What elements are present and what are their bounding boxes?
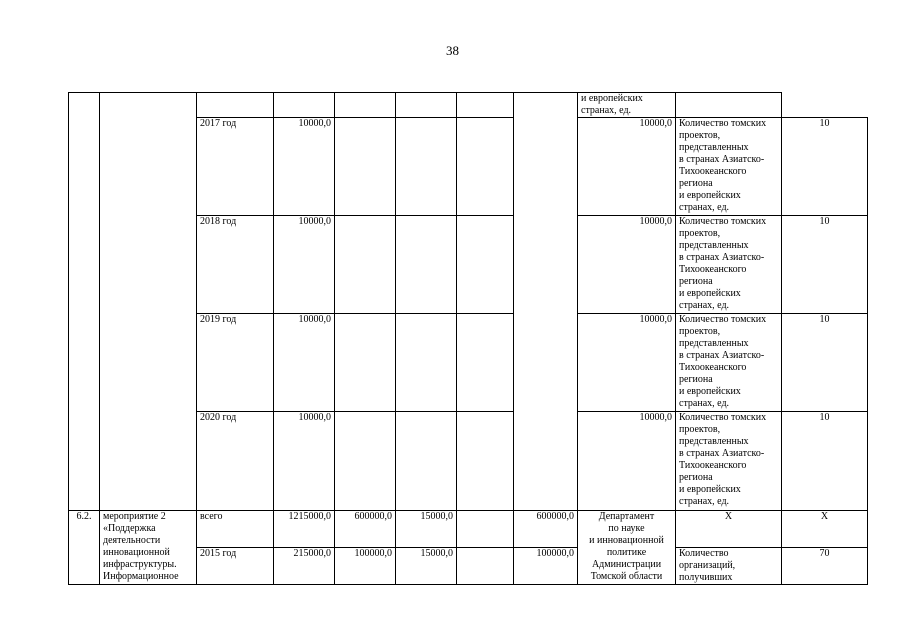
regional-cell [396, 412, 457, 511]
local-cell [457, 216, 514, 314]
text-line: представленных [679, 240, 749, 251]
amount-cell [457, 93, 514, 118]
table-row [69, 93, 868, 118]
total-cell: 1215000,0 [274, 511, 335, 548]
text-line: региона [679, 374, 713, 385]
amount-cell [396, 93, 457, 118]
text-line: проектов, [679, 326, 721, 337]
regional-cell: 15000,0 [396, 511, 457, 548]
local-cell [457, 412, 514, 511]
executor-cell [578, 511, 676, 585]
text-line: Количество [679, 548, 729, 559]
federal-cell [335, 412, 396, 511]
other-cell: 600000,0 [514, 511, 578, 548]
text-line: в странах Азиатско- [679, 252, 765, 263]
target-cell: 10 [782, 314, 868, 412]
text-line: проектов, [679, 130, 721, 141]
target-cell [676, 93, 782, 118]
amount-cell [274, 93, 335, 118]
text-line: Тихоокеанского [679, 264, 747, 275]
text-line: странах, ед. [679, 300, 730, 311]
target-cell: X [782, 511, 868, 548]
text-line: странах, ед. [679, 398, 730, 409]
period-cell: 2015 год [197, 548, 274, 585]
text-line: и европейских [679, 484, 741, 495]
text-line: странах, ед. [679, 496, 730, 507]
text-line: странах, ед. [679, 202, 730, 213]
period-cell: 2018 год [197, 216, 274, 314]
text-line: странах, ед. [581, 105, 632, 116]
target-cell: 10 [782, 412, 868, 511]
total-cell: 215000,0 [274, 548, 335, 585]
text-line: в странах Азиатско- [679, 350, 765, 361]
text-line: региона [679, 472, 713, 483]
text-line: X [724, 511, 733, 522]
text-line: проектов, [679, 424, 721, 435]
text-line: политике [606, 547, 647, 558]
total-cell: 10000,0 [274, 216, 335, 314]
local-cell [457, 511, 514, 548]
text-line: организаций, [679, 560, 736, 571]
indicator-cell [676, 412, 782, 511]
text-line: и европейских [679, 288, 741, 299]
local-cell [457, 548, 514, 585]
text-line: Количество томских [679, 118, 767, 129]
text-line: и европейских [581, 93, 643, 104]
other-cell: 10000,0 [578, 412, 676, 511]
other-cell: 10000,0 [578, 314, 676, 412]
other-cell: 10000,0 [578, 216, 676, 314]
text-line: и европейских [679, 386, 741, 397]
federal-cell: 100000,0 [335, 548, 396, 585]
other-cell: 100000,0 [514, 548, 578, 585]
indicator-cell [676, 118, 782, 216]
name-cell [100, 511, 197, 585]
amount-cell [335, 93, 396, 118]
target-cell: 10 [782, 216, 868, 314]
text-line: представленных [679, 436, 749, 447]
regional-cell: 15000,0 [396, 548, 457, 585]
total-cell: 10000,0 [274, 314, 335, 412]
text-line: по науке [608, 523, 645, 534]
text-line: «Поддержка [103, 523, 156, 534]
number-cell [69, 93, 100, 511]
indicator-cell [676, 548, 782, 585]
text-line: инфраструктуры. [103, 559, 177, 570]
text-line: Тихоокеанского [679, 362, 747, 373]
other-cell: 10000,0 [578, 118, 676, 216]
period-cell: 2019 год [197, 314, 274, 412]
page-number: 38 [446, 43, 459, 58]
target-cell: 70 [782, 548, 868, 585]
regional-cell [396, 118, 457, 216]
text-line: Информационное [103, 571, 179, 582]
period-cell: 2017 год [197, 118, 274, 216]
text-line: Количество томских [679, 412, 767, 423]
period-cell: всего [197, 511, 274, 548]
text-line: получивших [679, 572, 733, 583]
regional-cell [396, 314, 457, 412]
target-cell: 10 [782, 118, 868, 216]
text-line: представленных [679, 338, 749, 349]
period-cell: 2020 год [197, 412, 274, 511]
executor-cell [514, 93, 578, 511]
text-line: Количество томских [679, 216, 767, 227]
federal-cell [335, 314, 396, 412]
text-line: мероприятие 2 [103, 511, 166, 522]
text-line: и инновационной [589, 535, 664, 546]
text-line: Количество томских [679, 314, 767, 325]
text-line: представленных [679, 142, 749, 153]
text-line: в странах Азиатско- [679, 154, 765, 165]
federal-cell [335, 118, 396, 216]
text-line: Томской области [590, 571, 663, 582]
text-line: региона [679, 276, 713, 287]
indicator-cell [578, 93, 676, 118]
text-line: проектов, [679, 228, 721, 239]
total-cell: 10000,0 [274, 118, 335, 216]
local-cell [457, 314, 514, 412]
text-line: Тихоокеанского [679, 460, 747, 471]
text-line: Администрации [591, 559, 662, 570]
indicator-cell [676, 314, 782, 412]
total-cell: 10000,0 [274, 412, 335, 511]
regional-cell [396, 216, 457, 314]
federal-cell [335, 216, 396, 314]
amount-cell [197, 93, 274, 118]
indicator-cell [676, 511, 782, 548]
text-line: в странах Азиатско- [679, 448, 765, 459]
local-cell [457, 118, 514, 216]
text-line: инновационной [103, 547, 170, 558]
text-line: региона [679, 178, 713, 189]
text-line: деятельности [103, 535, 161, 546]
number-cell: 6.2. [69, 511, 100, 585]
name-cell [100, 93, 197, 511]
table-row [69, 511, 868, 548]
indicator-cell [676, 216, 782, 314]
text-line: и европейских [679, 190, 741, 201]
text-line: Тихоокеанского [679, 166, 747, 177]
program-table [68, 92, 868, 585]
federal-cell: 600000,0 [335, 511, 396, 548]
text-line: Департамент [598, 511, 655, 522]
